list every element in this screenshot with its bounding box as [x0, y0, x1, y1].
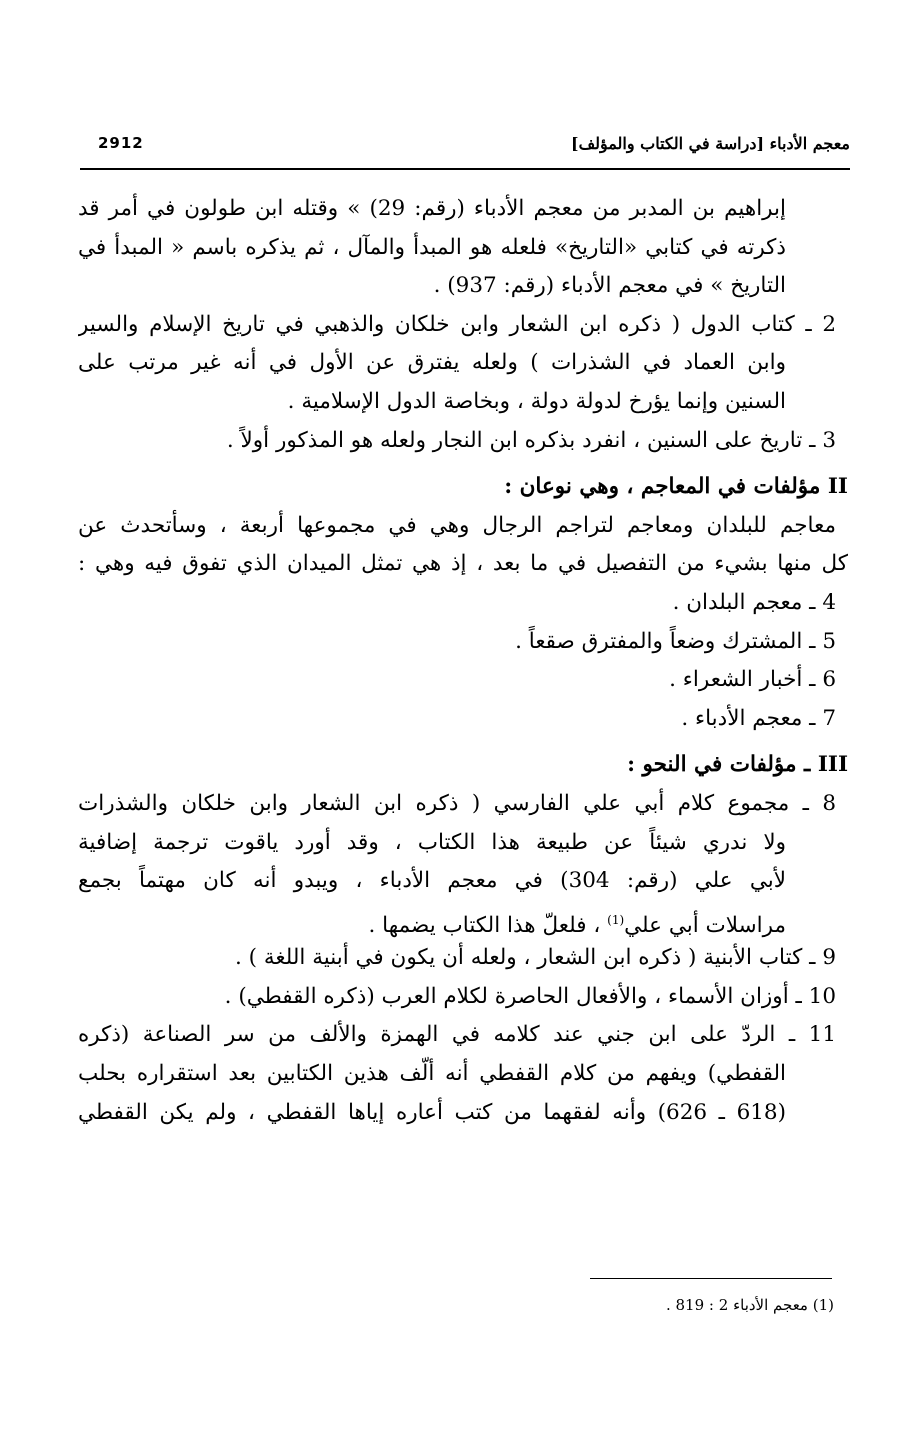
footnote: (1) معجم الأدباء 2 : 819 . — [665, 1296, 834, 1314]
text-line: معاجم للبلدان ومعاجم لتراجم الرجال وهي في مجموعها أربعة ، وسأتحدث عن — [78, 512, 836, 538]
text-line — [78, 901, 848, 940]
list-item: 5 ـ المشترك وضعاً والمفترق صقعاً . — [515, 628, 836, 654]
list-item: 11 ـ الردّ على ابن جني عند كلامه في الهمزة والألف من سر الصناعة (ذكره — [78, 1022, 836, 1048]
text-line: (618 ـ 626) وأنه لفقهما من كتب أعاره إياها القفطي ، ولم يكن القفطي — [78, 1099, 786, 1125]
list-item: 10 ـ أوزان الأسماء ، والأفعال الحاصرة لكلام العرب (ذكره القفطي) . — [224, 983, 836, 1009]
footnote-rule — [590, 1278, 832, 1279]
list-item: 2 ـ كتاب الدول ( ذكره ابن الشعار وابن خلكان والذهبي في تاريخ الإسلام والسير — [78, 311, 836, 337]
header-rule — [80, 168, 850, 170]
text-fragment: مراسلات أبي علي — [624, 912, 786, 938]
running-title: معجم الأدباء [دراسة في الكتاب والمؤلف] — [571, 134, 850, 153]
list-item: 8 ـ مجموع كلام أبي علي الفارسي ( ذكره ابن الشعار وابن خلكان والشذرات — [78, 790, 836, 816]
body-text — [78, 190, 848, 1132]
text-line: التاريخ » في معجم الأدباء (رقم: 937) . — [433, 273, 786, 299]
text-line: وابن العماد في الشذرات ) ولعله يفترق عن الأول في أنه غير مرتب على — [78, 350, 786, 376]
page-number: 2912 — [98, 134, 144, 152]
text-line: السنين وإنما يؤرخ لدولة دولة ، وبخاصة الدول الإسلامية . — [287, 388, 786, 414]
footnote-ref[interactable]: (1) — [607, 912, 625, 927]
page-header — [80, 128, 850, 168]
text-line: ذكرته في كتابي «التاريخ» فلعله هو المبدأ والمآل ، ثم يذكره باسم « المبدأ في — [78, 234, 786, 260]
list-item: 4 ـ معجم البلدان . — [672, 589, 836, 615]
list-item: 6 ـ أخبار الشعراء . — [669, 667, 836, 693]
text-line: إبراهيم بن المدبر من معجم الأدباء (رقم: 29) » وقتله ابن طولون في أمر قد — [78, 196, 787, 221]
text-line: كل منها بشيء من التفصيل في ما بعد ، إذ هي تمثل الميدان الذي تفوق فيه وهي : — [78, 551, 848, 577]
text-line: ولا ندري شيئاً عن طبيعة هذا الكتاب ، وقد أورد ياقوت ترجمة إضافية — [78, 829, 786, 855]
list-item: 3 ـ تاريخ على السنين ، انفرد بذكره ابن النجار ولعله هو المذكور أولاً . — [226, 427, 836, 453]
text-fragment: ، فلعلّ هذا الكتاب يضمها . — [368, 912, 608, 938]
section-heading: II مؤلفات في المعاجم ، وهي نوعان : — [504, 474, 848, 500]
text-line: القفطي) ويفهم من كلام القفطي أنه ألّف هذين الكتابين بعد استقراره بحلب — [78, 1061, 786, 1087]
list-item: 7 ـ معجم الأدباء . — [681, 705, 836, 731]
section-heading: III ـ مؤلفات في النحو : — [627, 752, 848, 778]
text-line: لأبي علي (رقم: 304) في معجم الأدباء ، ويبدو أنه كان مهتماً بجمع — [78, 868, 787, 894]
list-item: 9 ـ كتاب الأبنية ( ذكره ابن الشعار ، ولعله أن يكون في أبنية اللغة ) . — [234, 945, 836, 971]
